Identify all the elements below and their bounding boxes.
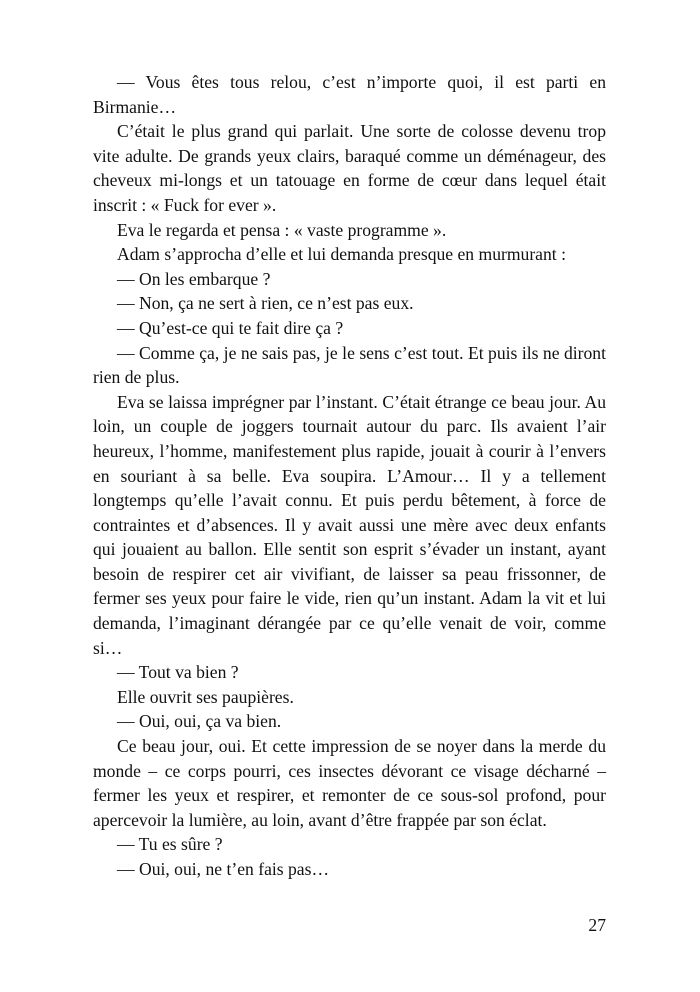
- paragraph: — Non, ça ne sert à rien, ce n’est pas eux.: [117, 293, 414, 314]
- paragraph: — Qu’est-ce qui te fait dire ça ?: [117, 317, 344, 338]
- paragraph: — Tout va bien ?: [117, 662, 239, 683]
- page-number: 27: [588, 915, 606, 935]
- paragraph: — On les embarque ?: [117, 268, 271, 289]
- paragraph: — Tu es sûre ?: [117, 834, 223, 855]
- paragraph: Eva le regarda et pensa : « vaste programme ».: [117, 219, 447, 240]
- paragraph: Adam s’approcha d’elle et lui demanda presque en murmurant :: [117, 244, 566, 265]
- body-text: [93, 70, 606, 882]
- paragraph: Elle ouvrit ses paupières.: [117, 686, 294, 707]
- paragraph: — Oui, oui, ne t’en fais pas…: [117, 859, 330, 879]
- paragraph: — Oui, oui, ça va bien.: [117, 711, 282, 732]
- paragraph: C’était le plus grand qui parlait. Une sorte de colosse devenu trop vite adulte. De grands yeux clairs, baraqué comme un déménageur, des cheveux mi-longs et un tatouage en forme de cœur dans lequel était inscrit : « Fuck for ever ».: [93, 121, 606, 215]
- paragraph: Ce beau jour, oui. Et cette impression de se noyer dans la merde du monde – ce corps pourri, ces insectes dévorant ce visage décharné – fermer les yeux et respirer, et remonter de ce sous-sol profond, pour apercevoir la lumière, au loin, avant d’être frappée par son éclat.: [93, 736, 606, 830]
- paragraph: — Vous êtes tous relou, c’est n’importe quoi, il est parti en Birmanie…: [93, 72, 606, 117]
- paragraph: — Comme ça, je ne sais pas, je le sens c’est tout. Et puis ils ne diront rien de plus.: [93, 342, 606, 388]
- paragraph: Eva se laissa imprégner par l’instant. C’était étrange ce beau jour. Au loin, un couple de joggers tournait autour du parc. Ils avaient l’air heureux, l’homme, manifestement plus rapide, jouait à courir à l’envers en souriant à sa belle. Eva soupira. L’Amour… Il y a tellement longtemps qu’elle l’avait connu. Et puis perdu bêtement, à force de contraintes et d’absences. Il y avait aussi une mère avec deux enfants qui jouaient au ballon. Elle sentit son esprit s’évader un instant, ayant besoin de respirer cet air vivifiant, de laisser sa peau frissonner, de fermer ses yeux pour faire le vide, rien qu’un instant. Adam la vit et lui demanda, l’imaginant dérangée par ce qu’elle venait de voir, comme si…: [93, 391, 606, 658]
